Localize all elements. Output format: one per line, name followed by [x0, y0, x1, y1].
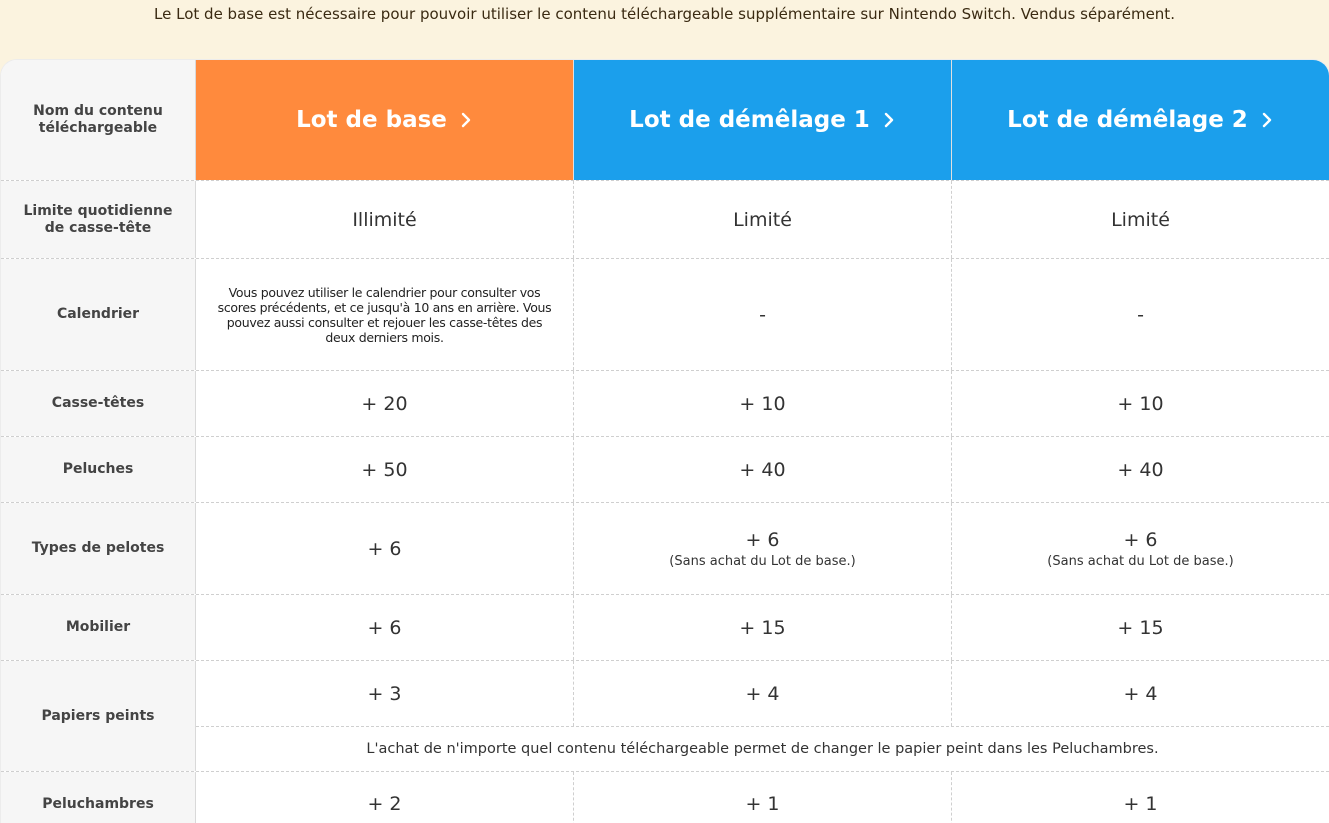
cell-rooms-base [196, 772, 574, 823]
row-label-calendar: Calendrier [1, 259, 196, 370]
header-label: Nom du contenu téléchargeable [1, 60, 196, 180]
value: + 4 [1123, 682, 1158, 705]
value: + 2 [367, 793, 402, 815]
header-lot-demelage-2[interactable] [952, 60, 1329, 180]
calendar-description: Vous pouvez utiliser le calendrier pour consulter vos scores précédents, et ce jusqu'à 10 ans en arrière. Vous pouvez aussi consulter et rejouer les casse-têtes des deux derniers mois. [217, 284, 552, 345]
yarn-note: (Sans achat du Lot de base.) [669, 553, 856, 569]
table-row [1, 772, 1329, 823]
value: + 6 [367, 537, 402, 560]
cell-limit-d2 [952, 181, 1329, 258]
cell-furniture-base [196, 595, 574, 660]
value: Limité [733, 208, 792, 231]
notice-text: Le Lot de base est nécessaire pour pouvoir utiliser le contenu téléchargeable supplémentaire sur Nintendo Switch. Vendus séparément. [154, 5, 1175, 23]
value: + 50 [361, 458, 408, 481]
cell-yarn-base [196, 503, 574, 594]
value: + 10 [739, 392, 786, 415]
wallpaper-note: L'achat de n'importe quel contenu téléchargeable permet de changer le papier peint dans les Peluchambres. [366, 741, 1159, 757]
chevron-right-icon [459, 112, 473, 128]
header-lot-de-base[interactable] [196, 60, 574, 180]
value: + 3 [367, 682, 402, 705]
value: + 20 [361, 392, 408, 415]
row-label-rooms: Peluchambres [1, 772, 196, 823]
row-label-wallpaper: Papiers peints [1, 661, 196, 771]
chevron-right-icon [882, 112, 896, 128]
value: Limité [1111, 208, 1170, 231]
table-row [1, 595, 1329, 660]
cell-rooms-d1 [574, 772, 952, 823]
cell-yarn-d1 [574, 503, 952, 594]
cell-calendar-d1 [574, 259, 952, 370]
cell-wallpaper-base [196, 661, 574, 726]
cell-yarn-d2 [952, 503, 1329, 594]
cell-puzzles-d2 [952, 371, 1329, 436]
cell-limit-d1 [574, 181, 952, 258]
value: Illimité [352, 208, 417, 231]
cell-furniture-d1 [574, 595, 952, 660]
cell-rooms-d2 [952, 772, 1329, 823]
value: - [1137, 303, 1144, 326]
value: + 40 [1117, 458, 1164, 481]
table-row [1, 437, 1329, 502]
wallpaper-content [196, 661, 1329, 771]
cell-limit-base [196, 181, 574, 258]
value: + 6 [367, 616, 402, 639]
value: + 10 [1117, 392, 1164, 415]
cell-furniture-d2 [952, 595, 1329, 660]
table-row [1, 259, 1329, 370]
cell-plush-base [196, 437, 574, 502]
yarn-note: (Sans achat du Lot de base.) [1047, 553, 1234, 569]
cell-wallpaper-d2 [952, 661, 1329, 726]
cell-puzzles-base [196, 371, 574, 436]
header-lot-demelage-1-label: Lot de démêlage 1 [629, 107, 870, 133]
cell-calendar-base [196, 259, 574, 370]
value: + 6 [745, 528, 780, 551]
value: + 40 [739, 458, 786, 481]
cell-plush-d1 [574, 437, 952, 502]
cell-calendar-d2 [952, 259, 1329, 370]
table-header-row [1, 60, 1329, 180]
table-row [1, 371, 1329, 436]
row-label-puzzles: Casse-têtes [1, 371, 196, 436]
value: + 1 [1123, 793, 1158, 815]
value: + 15 [1117, 616, 1164, 639]
chevron-right-icon [1260, 112, 1274, 128]
cell-plush-d2 [952, 437, 1329, 502]
value: + 4 [745, 682, 780, 705]
header-lot-de-base-label: Lot de base [296, 107, 447, 133]
cell-puzzles-d1 [574, 371, 952, 436]
value: + 6 [1123, 528, 1158, 551]
row-label-furniture: Mobilier [1, 595, 196, 660]
table-row [1, 181, 1329, 258]
cell-wallpaper-d1 [574, 661, 952, 726]
table-row [1, 503, 1329, 594]
value: + 15 [739, 616, 786, 639]
value: - [759, 303, 766, 326]
row-label-plush: Peluches [1, 437, 196, 502]
value: + 1 [745, 793, 780, 815]
header-lot-demelage-1[interactable] [574, 60, 952, 180]
table-row-wallpaper [1, 661, 1329, 771]
wallpaper-note-cell [196, 726, 1329, 771]
header-lot-demelage-2-label: Lot de démêlage 2 [1007, 107, 1248, 133]
row-label-yarn: Types de pelotes [1, 503, 196, 594]
dlc-comparison-table [1, 60, 1329, 823]
row-label-limit: Limite quotidienne de casse-tête [1, 181, 196, 258]
